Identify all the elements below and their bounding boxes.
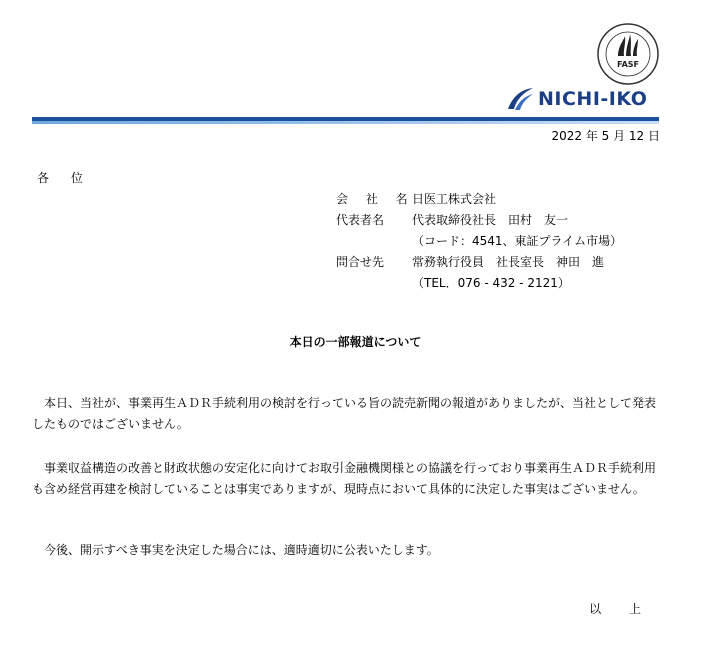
body-paragraph-2: 事業収益構造の改善と財政状態の安定化に向けてお取引金融機関様との協議を行っており事業再生ＡＤＲ手続利用も含め経営再建を検討していることは事実でありますが、現時点において具体的に決定した事実はございません。 bbox=[32, 461, 657, 496]
contact-value: 常務執行役員 社長室長 神田 進 bbox=[412, 255, 605, 269]
header-rule-gradient bbox=[32, 121, 659, 124]
body-paragraph-1: 本日、当社が、事業再生ＡＤＲ手続利用の検討を行っている旨の読売新聞の報道がありましたが、当社として発表したものではございません。 bbox=[32, 396, 657, 431]
representative-value: 代表取締役社長 田村 友一 bbox=[412, 213, 569, 227]
logo-text: NICHI-IKO bbox=[538, 88, 648, 110]
company-logo bbox=[505, 85, 647, 113]
body-paragraph-3: 今後、開示すべき事実を決定した場合には、適時適切に公表いたします。 bbox=[44, 543, 439, 557]
representative-label: 代表者名 bbox=[336, 213, 385, 227]
tel-row bbox=[336, 273, 622, 294]
representative-row bbox=[336, 210, 622, 231]
fasf-badge bbox=[596, 22, 660, 86]
stock-code: （コード：4541、東証プライム市場） bbox=[412, 234, 623, 248]
release-date: 2022 年 5 月 12 日 bbox=[551, 129, 660, 143]
swoosh-logo-icon bbox=[505, 85, 535, 113]
closing-mark: 以 上 bbox=[589, 602, 653, 616]
contact-label: 問合せ先 bbox=[336, 255, 385, 269]
svg-text:FASF: FASF bbox=[617, 60, 639, 69]
recipients: 各 位 bbox=[37, 171, 92, 185]
company-label: 会 社 名 bbox=[336, 192, 415, 206]
contact-tel: （TEL．076 - 432 - 2121） bbox=[412, 276, 570, 290]
company-row bbox=[336, 189, 622, 210]
code-row bbox=[336, 231, 622, 252]
page-title: 本日の一部報道について bbox=[289, 335, 422, 349]
company-info bbox=[336, 189, 622, 294]
contact-row bbox=[336, 252, 622, 273]
company-value: 日医工株式会社 bbox=[412, 192, 497, 206]
fasf-seal-icon bbox=[596, 22, 660, 86]
